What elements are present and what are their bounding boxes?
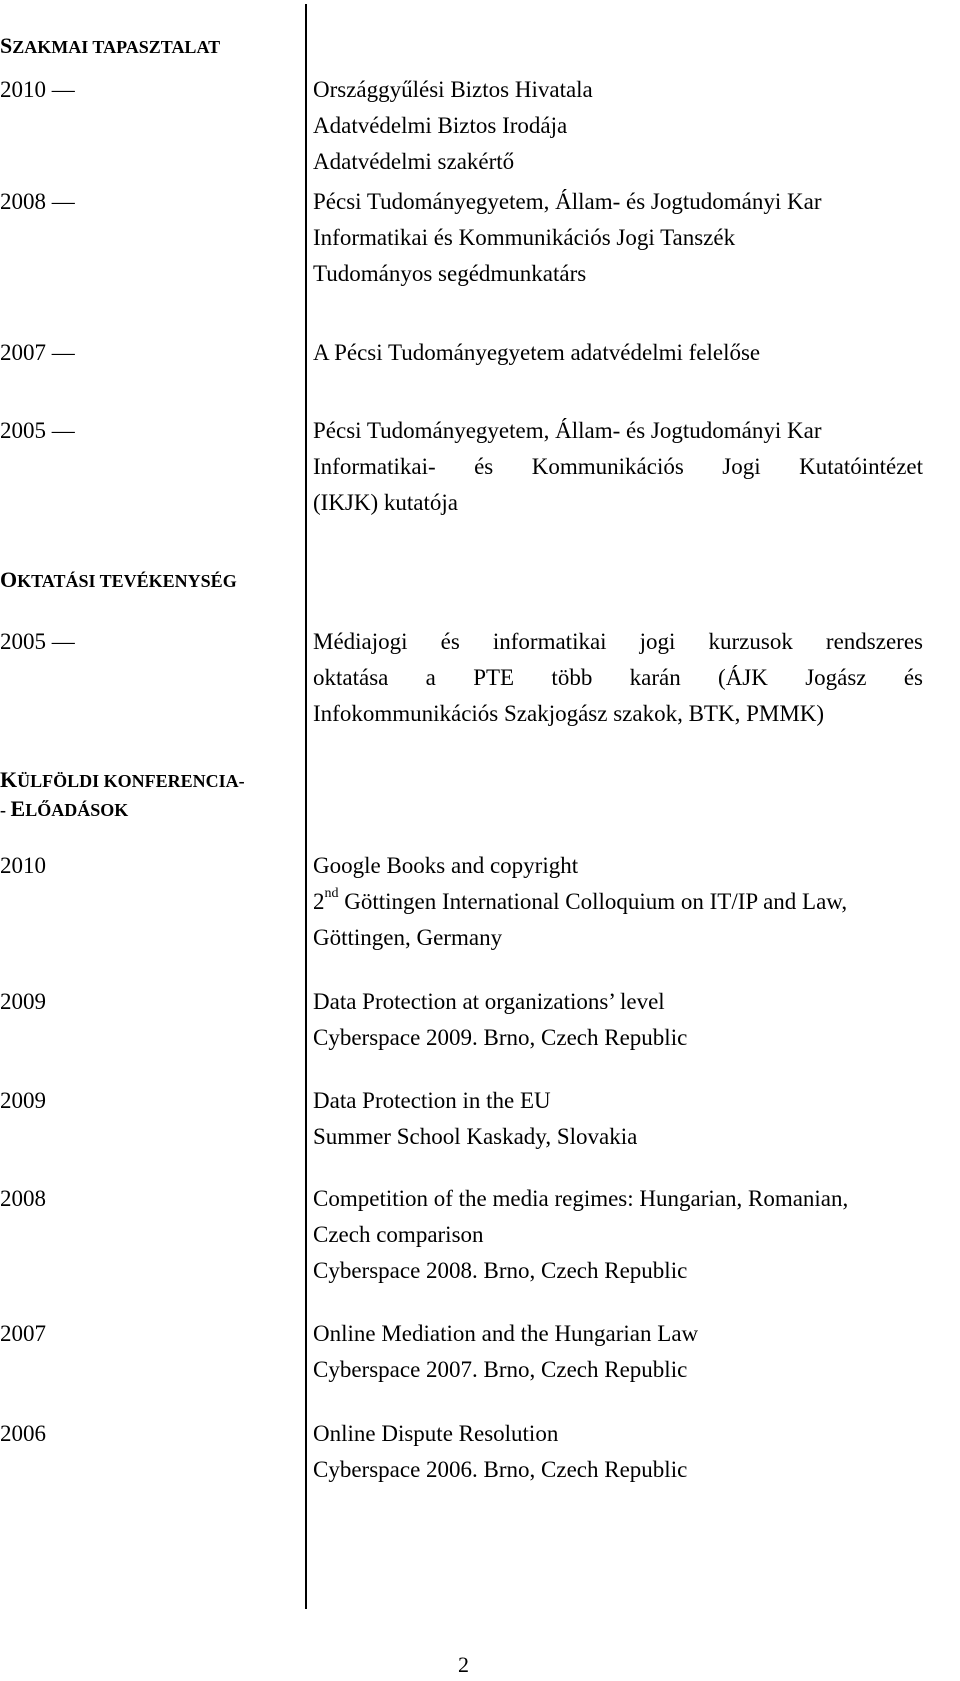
ordinal-suffix: nd [324, 886, 339, 902]
entry-line: Summer School Kaskady, Slovakia [313, 1124, 638, 1149]
entry-line: Pécsi Tudományegyetem, Állam- és Jogtudományi Kar [313, 189, 822, 214]
entry-line-rest: Göttingen International Colloquium on IT/IP and Law, [338, 889, 848, 914]
entry-line: Informatikai és Kommunikációs Jogi Tanszék [313, 225, 736, 250]
entry-year: 2009 [0, 1088, 46, 1113]
ordinal-number: 2 [313, 889, 325, 914]
entry-content [313, 1316, 923, 1388]
heading-rest: ZAKMAI TAPASZTALAT [12, 37, 221, 57]
entry-line: Competition of the media regimes: Hungarian, Romanian, [313, 1186, 849, 1211]
entry-content [313, 335, 923, 371]
page-number: 2 [458, 1652, 469, 1677]
entry-content [313, 848, 923, 956]
entry-line: Országgyűlési Biztos Hivatala [313, 77, 593, 102]
entry-content [313, 984, 923, 1056]
entry-year: 2010 — [0, 77, 75, 102]
entry-line: Göttingen, Germany [313, 925, 503, 950]
entry-year: 2009 [0, 989, 46, 1014]
entry-line: Adatvédelmi Biztos Irodája [313, 113, 568, 138]
entry-line: Tudományos segédmunkatárs [313, 261, 587, 286]
entry-line: A Pécsi Tudományegyetem adatvédelmi felelőse [313, 340, 761, 365]
heading-rest: ÜLFÖLDI KONFERENCIA- [17, 771, 245, 791]
entry-content [313, 72, 923, 180]
entry-line: Adatvédelmi szakértő [313, 149, 515, 174]
entry-content [313, 624, 923, 732]
entry-line: Online Mediation and the Hungarian Law [313, 1321, 699, 1346]
heading-line [0, 795, 245, 824]
section-heading-conferences [0, 766, 245, 824]
entry-content [313, 184, 923, 292]
entry-line: Infokommunikációs Szakjogász szakok, BTK, PMMK) [313, 701, 825, 726]
entry-line: Online Dispute Resolution [313, 1421, 559, 1446]
entry-line: Cyberspace 2009. Brno, Czech Republic [313, 1025, 688, 1050]
entry-line: Google Books and copyright [313, 853, 579, 878]
entry-line: oktatása a PTE több karán (ÁJK Jogász és [313, 665, 923, 690]
entry-year: 2007 [0, 1321, 46, 1346]
entry-line: Médiajogi és informatikai jogi kurzusok rendszeres [313, 629, 923, 654]
heading-rest: LŐADÁSOK [25, 800, 129, 820]
entry-year: 2005 — [0, 629, 75, 654]
column-divider [305, 4, 307, 1609]
entry-year: 2005 — [0, 418, 75, 443]
entry-line: Pécsi Tudományegyetem, Állam- és Jogtudományi Kar [313, 418, 822, 443]
entry-line: Cyberspace 2007. Brno, Czech Republic [313, 1357, 688, 1382]
entry-line: Cyberspace 2006. Brno, Czech Republic [313, 1457, 688, 1482]
entry-year: 2010 [0, 853, 46, 878]
entry-year: 2006 [0, 1421, 46, 1446]
heading-initial: O [0, 567, 18, 592]
heading-line [0, 766, 245, 795]
entry-year: 2008 — [0, 189, 75, 214]
entry-line [313, 884, 923, 920]
entry-year: 2008 [0, 1186, 46, 1211]
entry-content [313, 1416, 923, 1488]
entry-content [313, 1083, 923, 1155]
entry-line: Czech comparison [313, 1222, 484, 1247]
heading-prefix: - [0, 800, 11, 820]
entry-line: (IKJK) kutatója [313, 490, 458, 515]
section-heading-experience [0, 32, 220, 61]
entry-line: Cyberspace 2008. Brno, Czech Republic [313, 1258, 688, 1283]
heading-initial: E [10, 796, 26, 821]
heading-rest: KTATÁSI TEVÉKENYSÉG [17, 571, 237, 591]
entry-line: Informatikai- és Kommunikációs Jogi Kutatóintézet [313, 454, 923, 479]
entry-content [313, 413, 923, 521]
entry-line: Data Protection in the EU [313, 1088, 551, 1113]
entry-content [313, 1181, 923, 1289]
entry-year: 2007 — [0, 340, 75, 365]
heading-initial: S [0, 33, 13, 58]
entry-line: Data Protection at organizations’ level [313, 989, 665, 1014]
section-heading-teaching [0, 566, 237, 595]
heading-initial: K [0, 767, 18, 792]
